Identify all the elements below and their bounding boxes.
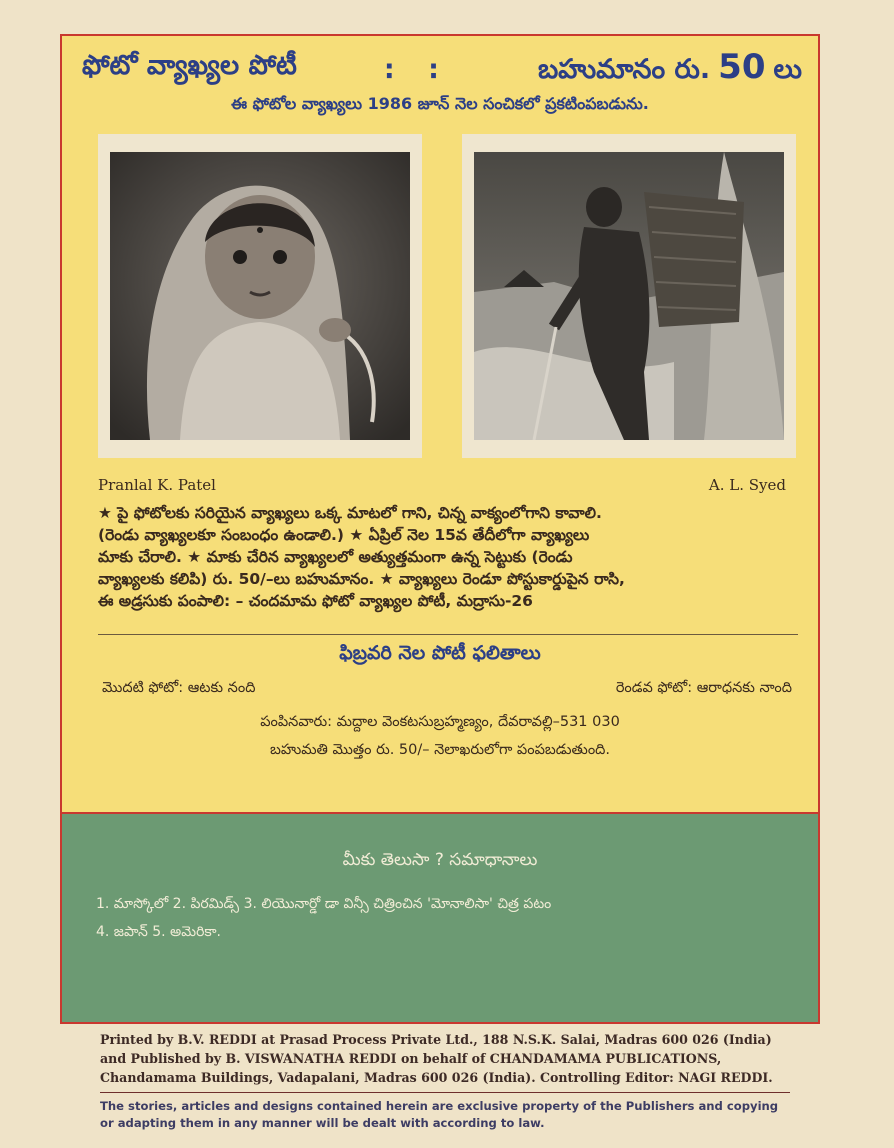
quiz-answers-panel [60,812,820,1024]
photo-left-frame [98,134,422,458]
results-row [102,680,792,700]
quiz-title: మీకు తెలుసా ? సమాధానాలు [342,850,538,870]
rules-line: ఈ అడ్రసుకు పంపాలి: – చందమామ ఫోటో వ్యాఖ్యల పోటీ, మద్రాసు-26 [98,592,533,610]
results-title: ఫిబ్రవరి నెల పోటీ ఫలితాలు [339,642,541,664]
rules-line: వ్యాఖ్యలకు కలిపి) రు. 50/–లు బహుమానం. ★ వ్యాఖ్యలు రెండూ పోస్టుకార్డుపైన రాసి, [98,570,625,588]
prize-suffix: లు [773,53,802,85]
copyright-notice: The stories, articles and designs contained herein are exclusive property of the Publishers and copying or adapting them in any manner will be dealt with according to law. [100,1099,779,1130]
contest-title-row [82,46,802,92]
prize-label: బహుమానం రు. [537,53,711,85]
results-sender: పంపినవారు: మద్దాల వెంకటసుబ్రహ్మణ్యం, దేవరావల్లి–531 030 [260,714,620,730]
rules-line: (రెండు వ్యాఖ్యలకూ సంబంధం ఉండాలి.) ★ ఏప్రిల్ నెల 15వ తేదీలోగా వ్యాఖ్యలు [98,526,590,544]
rules-line: మాకు చేరాలి. ★ మాకు చేరిన వ్యాఖ్యలలో అత్యుత్తమంగా ఉన్న సెట్టుకు (రెండు [98,548,573,566]
child-photo [110,152,410,440]
photo-caption-contest-panel [60,34,820,812]
photo-credit-left: Pranlal K. Patel [98,476,216,494]
contest-subtitle: ఈ ఫోటోల వ్యాఖ్యలు 1986 జూన్ నెల సంచికలో ప్రకటింపబడును. [231,94,649,113]
prize-amount: 50 [718,46,766,87]
second-photo-result: రెండవ ఫోటో: ఆరాధనకు నాంది [615,680,792,696]
quiz-answers [96,890,796,946]
photo-credit-right: A. L. Syed [708,476,786,494]
rules-line: ★ పై ఫోటోలకు సరియైన వ్యాఖ్యలు ఒక్క మాటలో గాని, చిన్న వాక్యంలోగాని కావాలి. [98,504,602,522]
porter-photo [474,152,784,440]
photo-right-frame [462,134,796,458]
section-divider [98,634,798,635]
printer-imprint: Printed by B.V. REDDI at Prasad Process Private Ltd., 188 N.S.K. Salai, Madras 600 026 (India) and Published by B. VISWANATHA REDDI on behalf of CHANDAMAMA PUBLICATIONS, Chandamama Buildings, Vadapalani, Madras 600 026 (India). Controlling Editor: NAGI REDDI. [100,1032,773,1085]
title-separator: : : [383,53,451,85]
footer-divider [100,1092,790,1093]
quiz-answer-line: 1. మాస్కోలో 2. పిరమిడ్స్ 3. లియొనార్డో డా విన్సీ చిత్రించిన 'మోనాలిసా' చిత్ర పటం [96,896,552,912]
prize-heading [538,47,802,92]
first-photo-result: మొదటి ఫోటో: ఆటకు నంది [102,680,256,696]
contest-title: ఫోటో వ్యాఖ్యల పోటీ [82,50,297,81]
contest-rules [98,502,798,612]
quiz-answer-line: 4. జపాన్ 5. అమెరికా. [96,924,221,940]
results-note: బహుమతి మొత్తం రు. 50/– నెలాఖరులోగా పంపబడుతుంది. [269,742,611,758]
